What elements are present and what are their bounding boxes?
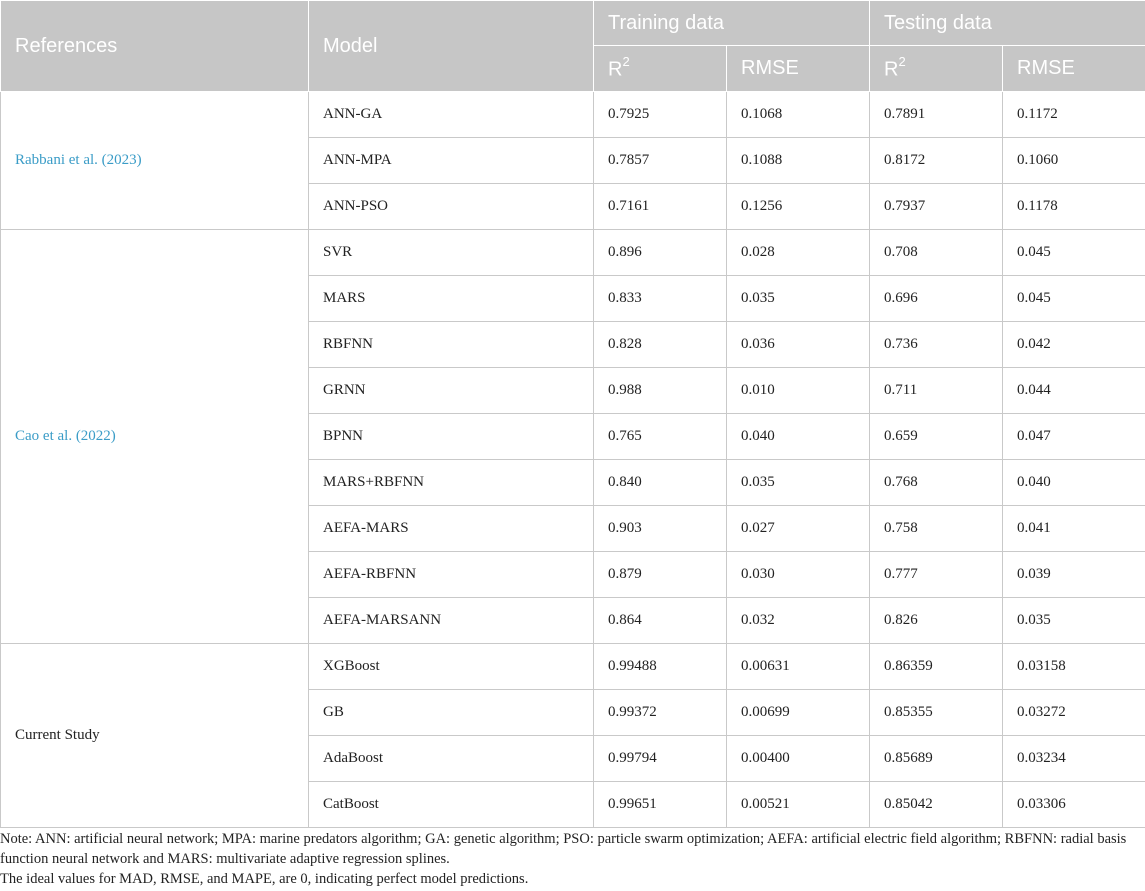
test-rmse-cell: 0.042 — [1003, 322, 1145, 368]
test-r2-cell: 0.711 — [870, 368, 1003, 414]
reference-label: Current Study — [1, 644, 309, 828]
test-r2-cell: 0.8172 — [870, 138, 1003, 184]
header-model: Model — [309, 1, 594, 92]
train-r2-cell: 0.7925 — [594, 92, 727, 138]
train-r2-cell: 0.828 — [594, 322, 727, 368]
train-rmse-cell: 0.00631 — [727, 644, 870, 690]
test-rmse-cell: 0.03234 — [1003, 736, 1145, 782]
test-rmse-cell: 0.1178 — [1003, 184, 1145, 230]
header-testing-data: Testing data — [870, 1, 1145, 46]
model-cell: GRNN — [309, 368, 594, 414]
reference-link[interactable]: Cao et al. (2022) — [1, 230, 309, 644]
table-row — [1, 230, 1145, 276]
test-rmse-cell: 0.03272 — [1003, 690, 1145, 736]
train-r2-cell: 0.99488 — [594, 644, 727, 690]
note-ideal-values: The ideal values for MAD, RMSE, and MAPE, are 0, indicating perfect model predictions. — [0, 871, 529, 887]
test-rmse-cell: 0.1172 — [1003, 92, 1145, 138]
model-cell: XGBoost — [309, 644, 594, 690]
test-r2-cell: 0.758 — [870, 506, 1003, 552]
model-cell: ANN-PSO — [309, 184, 594, 230]
test-r2-cell: 0.85355 — [870, 690, 1003, 736]
test-r2-cell: 0.7937 — [870, 184, 1003, 230]
train-r2-cell: 0.99651 — [594, 782, 727, 828]
model-cell: RBFNN — [309, 322, 594, 368]
train-r2-cell: 0.99372 — [594, 690, 727, 736]
table-row — [1, 92, 1145, 138]
train-rmse-cell: 0.010 — [727, 368, 870, 414]
train-rmse-cell: 0.028 — [727, 230, 870, 276]
model-cell: MARS — [309, 276, 594, 322]
train-rmse-cell: 0.1088 — [727, 138, 870, 184]
train-rmse-cell: 0.036 — [727, 322, 870, 368]
reference-link[interactable]: Rabbani et al. (2023) — [1, 92, 309, 230]
model-cell: CatBoost — [309, 782, 594, 828]
header-training-data: Training data — [594, 1, 870, 46]
test-r2-cell: 0.86359 — [870, 644, 1003, 690]
train-r2-cell: 0.879 — [594, 552, 727, 598]
train-rmse-cell: 0.1068 — [727, 92, 870, 138]
test-rmse-cell: 0.035 — [1003, 598, 1145, 644]
train-r2-cell: 0.840 — [594, 460, 727, 506]
train-r2-cell: 0.833 — [594, 276, 727, 322]
test-rmse-cell: 0.041 — [1003, 506, 1145, 552]
test-rmse-cell: 0.045 — [1003, 230, 1145, 276]
train-rmse-cell: 0.030 — [727, 552, 870, 598]
train-r2-cell: 0.765 — [594, 414, 727, 460]
train-rmse-cell: 0.035 — [727, 460, 870, 506]
model-cell: ANN-MPA — [309, 138, 594, 184]
model-cell: GB — [309, 690, 594, 736]
header-references: References — [1, 1, 309, 92]
test-rmse-cell: 0.045 — [1003, 276, 1145, 322]
train-rmse-cell: 0.032 — [727, 598, 870, 644]
train-rmse-cell: 0.00699 — [727, 690, 870, 736]
model-cell: ANN-GA — [309, 92, 594, 138]
header-train-rmse: RMSE — [727, 46, 870, 92]
train-rmse-cell: 0.027 — [727, 506, 870, 552]
test-rmse-cell: 0.039 — [1003, 552, 1145, 598]
train-r2-cell: 0.864 — [594, 598, 727, 644]
table-body — [1, 92, 1145, 828]
note-abbreviations: Note: ANN: artificial neural network; MPA: marine predators algorithm; GA: genetic algorithm; PSO: particle swarm optimization; AEFA: artificial electric field algorithm; RBFNN: radial basis function neural network and MARS: multivariate adaptive regression splines. — [0, 831, 1127, 867]
test-r2-cell: 0.85689 — [870, 736, 1003, 782]
train-r2-cell: 0.99794 — [594, 736, 727, 782]
train-rmse-cell: 0.040 — [727, 414, 870, 460]
test-r2-cell: 0.826 — [870, 598, 1003, 644]
header-train-r2: $R^2$ — [594, 46, 727, 92]
model-cell: SVR — [309, 230, 594, 276]
test-r2-cell: 0.7891 — [870, 92, 1003, 138]
train-rmse-cell: 0.1256 — [727, 184, 870, 230]
table-row — [1, 644, 1145, 690]
model-cell: BPNN — [309, 414, 594, 460]
table-notes — [0, 829, 1145, 889]
train-r2-cell: 0.988 — [594, 368, 727, 414]
train-r2-cell: 0.7857 — [594, 138, 727, 184]
test-rmse-cell: 0.044 — [1003, 368, 1145, 414]
test-rmse-cell: 0.03306 — [1003, 782, 1145, 828]
test-r2-cell: 0.708 — [870, 230, 1003, 276]
test-r2-cell: 0.768 — [870, 460, 1003, 506]
train-r2-cell: 0.903 — [594, 506, 727, 552]
test-r2-cell: 0.736 — [870, 322, 1003, 368]
model-cell: AdaBoost — [309, 736, 594, 782]
test-r2-cell: 0.696 — [870, 276, 1003, 322]
train-r2-cell: 0.7161 — [594, 184, 727, 230]
test-rmse-cell: 0.1060 — [1003, 138, 1145, 184]
header-test-rmse: RMSE — [1003, 46, 1145, 92]
model-cell: AEFA-MARSANN — [309, 598, 594, 644]
model-cell: AEFA-RBFNN — [309, 552, 594, 598]
train-rmse-cell: 0.00400 — [727, 736, 870, 782]
model-cell: MARS+RBFNN — [309, 460, 594, 506]
test-r2-cell: 0.659 — [870, 414, 1003, 460]
test-rmse-cell: 0.040 — [1003, 460, 1145, 506]
train-rmse-cell: 0.035 — [727, 276, 870, 322]
model-cell: AEFA-MARS — [309, 506, 594, 552]
train-r2-cell: 0.896 — [594, 230, 727, 276]
test-r2-cell: 0.777 — [870, 552, 1003, 598]
train-rmse-cell: 0.00521 — [727, 782, 870, 828]
test-rmse-cell: 0.03158 — [1003, 644, 1145, 690]
test-r2-cell: 0.85042 — [870, 782, 1003, 828]
test-rmse-cell: 0.047 — [1003, 414, 1145, 460]
header-test-r2: $R^2$ — [870, 46, 1003, 92]
table-header — [1, 1, 1145, 92]
